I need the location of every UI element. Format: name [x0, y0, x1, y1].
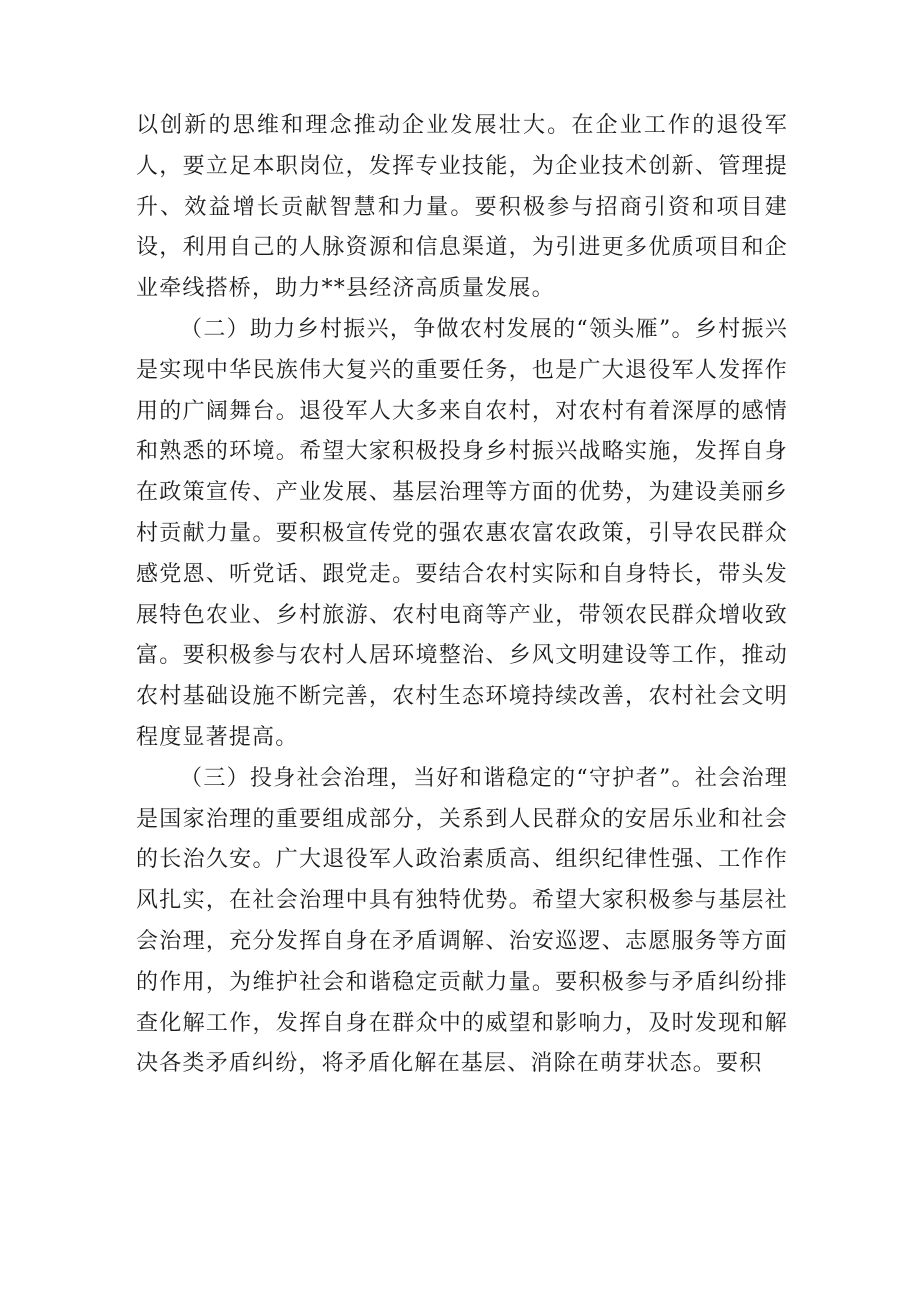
document-body — [136, 106, 788, 1085]
paragraph-social-governance: （三）投身社会治理，当好和谐稳定的“守护者”。社会治理是国家治理的重要组成部分，关系到人民群众的安居乐业和社会的长治久安。广大退役军人政治素质高、组织纪律性强、工作作风扎实，在社会治理中具有独特优势。希望大家积极参与基层社会治理，充分发挥自身在矛盾调解、治安巡逻、志愿服务等方面的作用，为维护社会和谐稳定贡献力量。要积极参与矛盾纠纷排查化解工作，发挥自身在群众中的威望和影响力，及时发现和解决各类矛盾纠纷，将矛盾化解在基层、消除在萌芽状态。要积 — [136, 765, 788, 1077]
paragraph-continuation: 以创新的思维和理念推动企业发展壮大。在企业工作的退役军人，要立足本职岗位，发挥专业技能，为企业技术创新、管理提升、效益增长贡献智慧和力量。要积极参与招商引资和项目建设，利用自己的人脉资源和信息渠道，为引进更多优质项目和企业牵线搭桥，助力**县经济高质量发展。 — [136, 113, 788, 302]
paragraph-rural-revitalization: （二）助力乡村振兴，争做农村发展的“领头雁”。乡村振兴是实现中华民族伟大复兴的重要任务，也是广大退役军人发挥作用的广阔舞台。退役军人大多来自农村，对农村有着深厚的感情和熟悉的环境。希望大家积极投身乡村振兴战略实施，发挥自身在政策宣传、产业发展、基层治理等方面的优势，为建设美丽乡村贡献力量。要积极宣传党的强农惠农富农政策，引导农民群众感党恩、听党话、跟党走。要结合农村实际和自身特长，带头发展特色农业、乡村旅游、农村电商等产业，带领农民群众增收致富。要积极参与农村人居环境整治、乡风文明建设等工作，推动农村基础设施不断完善，农村生态环境持续改善，农村社会文明程度显著提高。 — [136, 316, 788, 750]
